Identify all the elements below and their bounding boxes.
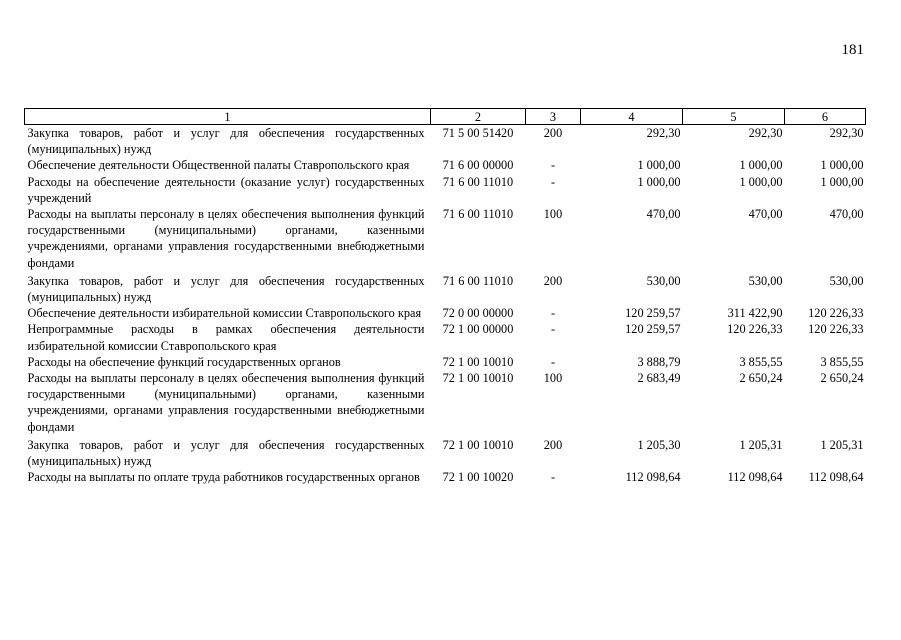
row-name: Закупка товаров, работ и услуг для обеспечения государственных (муниципальных) нужд — [27, 437, 425, 469]
row-code: 71 5 00 51420 — [442, 126, 514, 140]
table-row — [25, 305, 866, 321]
table-row — [25, 469, 866, 485]
budget-table — [24, 108, 866, 485]
row-name: Обеспечение деятельности избирательной комиссии Ставропольского края — [27, 306, 422, 321]
column-header-1: 1 — [25, 109, 431, 125]
column-header-3: 3 — [526, 109, 581, 125]
row-name: Непрограммные расходы в рамках обеспечения деятельности избирательной комиссии Ставропольского края — [27, 322, 425, 353]
row-name: Закупка товаров, работ и услуг для обеспечения государственных (муниципальных) нужд — [27, 126, 425, 157]
table-row — [25, 157, 866, 173]
row-code: 72 1 00 10010 — [442, 437, 514, 452]
row-value-4: 2 683,49 — [637, 371, 681, 386]
table-row — [25, 125, 866, 158]
table-row — [25, 370, 866, 437]
row-value-6: 470,00 — [829, 207, 864, 222]
row-type: 100 — [543, 371, 563, 386]
row-value-6: 292,30 — [829, 126, 864, 140]
table-header-row — [25, 109, 866, 125]
row-type: - — [550, 174, 556, 189]
row-code: 71 6 00 11010 — [442, 174, 514, 189]
row-value-6: 530,00 — [829, 273, 864, 288]
row-value-6: 2 650,24 — [820, 371, 864, 386]
row-value-5: 1 000,00 — [739, 158, 783, 173]
column-header-5: 5 — [683, 109, 785, 125]
row-code: 72 1 00 10020 — [442, 470, 514, 485]
row-value-5: 1 000,00 — [739, 174, 783, 189]
row-code: 71 6 00 11010 — [442, 273, 514, 288]
row-value-4: 1 205,30 — [637, 437, 681, 452]
row-value-4: 1 000,00 — [637, 174, 681, 189]
row-name: Расходы на выплаты по оплате труда работников государственных органов — [27, 470, 420, 485]
row-type: - — [550, 354, 556, 369]
row-type: - — [550, 158, 556, 173]
row-value-5: 2 650,24 — [739, 371, 783, 386]
row-value-4: 112 098,64 — [625, 470, 681, 485]
row-value-5: 112 098,64 — [727, 470, 783, 485]
row-code: 71 6 00 11010 — [442, 207, 514, 222]
row-value-4: 120 259,57 — [625, 322, 681, 337]
row-value-4: 120 259,57 — [625, 306, 681, 321]
row-name: Расходы на выплаты персоналу в целях обеспечения выполнения функций государственными (муниципальными) органами, казенными учреждениями, органами управления государственными внебюджетными фондами — [27, 207, 425, 270]
table-row — [25, 437, 866, 469]
row-value-6: 1 000,00 — [820, 174, 864, 189]
table-row — [25, 174, 866, 206]
row-type: 200 — [543, 126, 563, 140]
row-value-5: 1 205,31 — [739, 437, 783, 452]
row-value-5: 311 422,90 — [727, 306, 783, 321]
row-code: 71 6 00 00000 — [442, 158, 514, 173]
row-name: Обеспечение деятельности Общественной палаты Ставропольского края — [27, 158, 410, 173]
row-code: 72 1 00 10010 — [442, 354, 514, 369]
row-value-6: 1 205,31 — [820, 437, 864, 452]
row-value-4: 292,30 — [646, 126, 681, 140]
row-code: 72 1 00 00000 — [442, 322, 514, 337]
column-header-2: 2 — [431, 109, 526, 125]
row-type: 100 — [543, 207, 563, 222]
column-header-6: 6 — [785, 109, 866, 125]
row-value-6: 120 226,33 — [808, 306, 864, 321]
row-type: - — [550, 322, 556, 337]
row-value-5: 120 226,33 — [727, 322, 783, 337]
row-value-5: 292,30 — [748, 126, 783, 140]
row-value-4: 530,00 — [646, 273, 681, 288]
row-name: Расходы на обеспечение функций государственных органов — [27, 354, 341, 369]
row-value-6: 120 226,33 — [808, 322, 864, 337]
row-value-6: 3 855,55 — [820, 354, 864, 369]
row-code: 72 1 00 10010 — [442, 371, 514, 386]
table-row — [25, 354, 866, 370]
row-type: 200 — [543, 273, 563, 288]
row-value-4: 1 000,00 — [637, 158, 681, 173]
row-type: - — [550, 306, 556, 321]
table-row — [25, 321, 866, 353]
row-value-5: 470,00 — [748, 207, 783, 222]
table-row — [25, 273, 866, 305]
row-value-4: 3 888,79 — [637, 354, 681, 369]
row-name: Расходы на выплаты персоналу в целях обеспечения выполнения функций государственными (муниципальными) органами, казенными учреждениями, органами управления государственными внебюджетными фондами — [27, 371, 425, 434]
column-header-4: 4 — [581, 109, 683, 125]
row-name: Расходы на обеспечение деятельности (оказание услуг) государственных учреждений — [27, 174, 425, 205]
row-value-5: 530,00 — [748, 273, 783, 288]
row-value-6: 112 098,64 — [808, 470, 864, 485]
row-value-6: 1 000,00 — [820, 158, 864, 173]
row-name: Закупка товаров, работ и услуг для обеспечения государственных (муниципальных) нужд — [27, 273, 425, 305]
row-code: 72 0 00 00000 — [442, 306, 514, 321]
row-value-4: 470,00 — [646, 207, 681, 222]
table-row — [25, 206, 866, 273]
row-value-5: 3 855,55 — [739, 354, 783, 369]
row-type: 200 — [543, 437, 563, 452]
page-number: 181 — [841, 42, 864, 58]
row-type: - — [550, 470, 556, 485]
